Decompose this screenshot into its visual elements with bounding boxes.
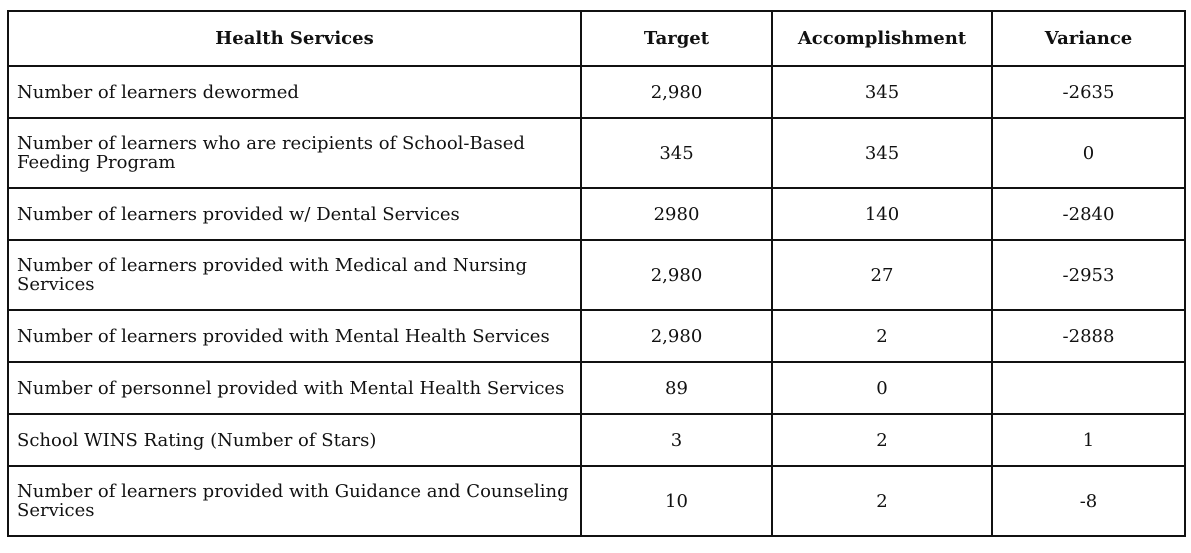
header-health-services: Health Services [8, 11, 581, 66]
row-variance: 1 [992, 414, 1185, 466]
row-accomplishment: 345 [772, 118, 992, 188]
row-accomplishment: 27 [772, 240, 992, 310]
row-accomplishment: 345 [772, 66, 992, 118]
table-row [8, 310, 1185, 362]
row-label: Number of learners provided with Medical and Nursing Services [8, 240, 581, 310]
row-accomplishment: 2 [772, 466, 992, 536]
table-row [8, 466, 1185, 536]
row-label: Number of learners provided with Mental Health Services [8, 310, 581, 362]
table-row [8, 66, 1185, 118]
row-label: Number of learners who are recipients of School-Based Feeding Program [8, 118, 581, 188]
row-accomplishment: 2 [772, 310, 992, 362]
table-row [8, 362, 1185, 414]
row-variance: -2635 [992, 66, 1185, 118]
row-target: 89 [581, 362, 772, 414]
row-label: Number of learners provided with Guidance and Counseling Services [8, 466, 581, 536]
table-row [8, 188, 1185, 240]
table-header-row [8, 11, 1185, 66]
row-target: 3 [581, 414, 772, 466]
row-variance [992, 362, 1185, 414]
row-target: 2,980 [581, 66, 772, 118]
row-label: Number of personnel provided with Mental Health Services [8, 362, 581, 414]
header-accomplishment: Accomplishment [772, 11, 992, 66]
row-label: School WINS Rating (Number of Stars) [8, 414, 581, 466]
header-variance: Variance [992, 11, 1185, 66]
header-target: Target [581, 11, 772, 66]
row-target: 2,980 [581, 310, 772, 362]
row-target: 345 [581, 118, 772, 188]
row-accomplishment: 140 [772, 188, 992, 240]
table-row [8, 414, 1185, 466]
row-variance: -2840 [992, 188, 1185, 240]
row-variance: -8 [992, 466, 1185, 536]
row-target: 10 [581, 466, 772, 536]
row-label: Number of learners dewormed [8, 66, 581, 118]
row-variance: -2888 [992, 310, 1185, 362]
row-target: 2980 [581, 188, 772, 240]
table-row [8, 240, 1185, 310]
row-label: Number of learners provided w/ Dental Services [8, 188, 581, 240]
health-services-table [7, 10, 1186, 537]
row-accomplishment: 2 [772, 414, 992, 466]
row-accomplishment: 0 [772, 362, 992, 414]
table-row [8, 118, 1185, 188]
row-target: 2,980 [581, 240, 772, 310]
row-variance: 0 [992, 118, 1185, 188]
health-services-table-container [7, 10, 1184, 537]
row-variance: -2953 [992, 240, 1185, 310]
